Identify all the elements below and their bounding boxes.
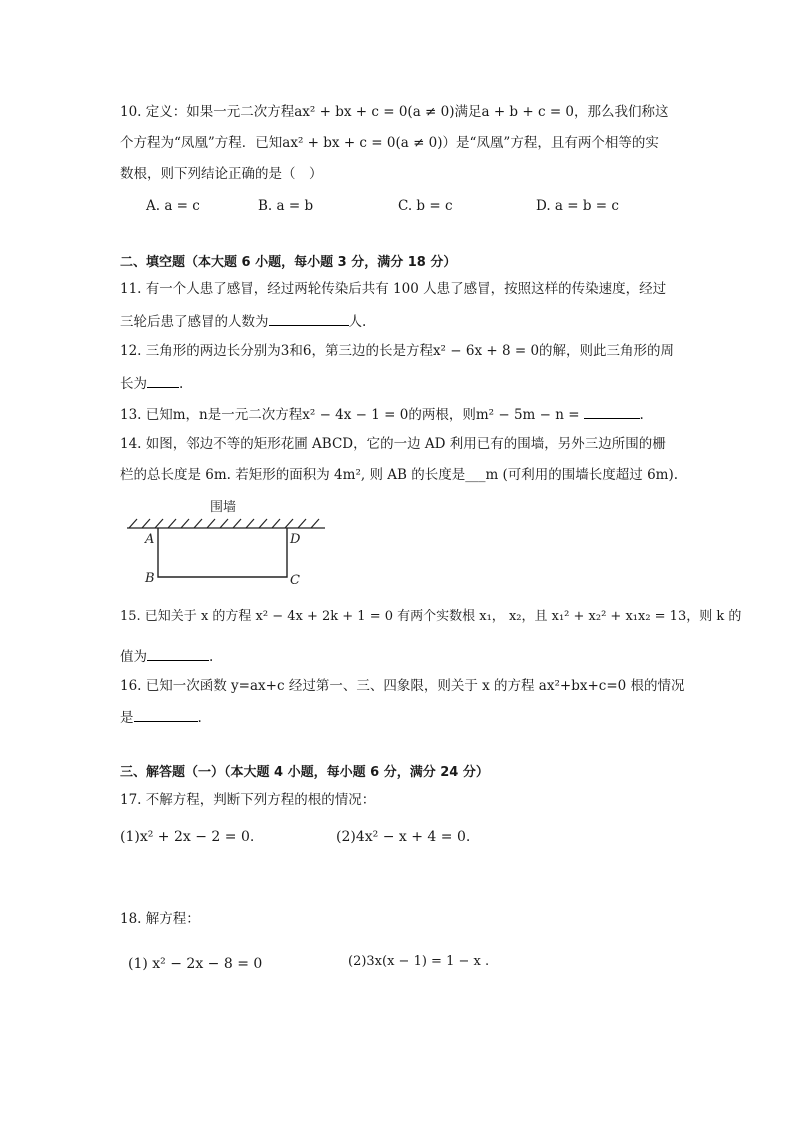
- q16-answer-blank[interactable]: [134, 707, 198, 722]
- q15-answer-blank[interactable]: [147, 646, 209, 661]
- q16-line2-text: 是: [120, 710, 134, 726]
- q18-eq1: (1) x² − 2x − 8 = 0: [128, 956, 263, 972]
- q10-line1: 10. 定义：如果一元二次方程ax² + bx + c = 0(a ≠ 0)满足a + b + c = 0，那么我们称这: [120, 104, 669, 120]
- q11-answer-blank[interactable]: [269, 311, 349, 326]
- q13-answer-blank[interactable]: [584, 404, 640, 419]
- q15-line2-text: 值为: [120, 649, 147, 665]
- q16-line2: [120, 707, 202, 727]
- q10-option-b: B. a = b: [258, 198, 314, 214]
- q11-line2-text: 三轮后患了感冒的人数为: [120, 314, 269, 330]
- q10-line2: 个方程为“凤凰”方程．已知ax² + bx + c = 0(a ≠ 0)）是“凤凰”方程，且有两个相等的实: [120, 135, 659, 151]
- q10-option-d: D. a = b = c: [536, 198, 619, 214]
- label-d: D: [290, 532, 301, 547]
- q10-option-c: C. b = c: [398, 198, 453, 214]
- q10-line3: 数根，则下列结论正确的是（ ）: [120, 166, 323, 182]
- label-c: C: [290, 573, 300, 588]
- fence-rectangle: [158, 528, 287, 577]
- q17-eq2: (2)4x² − x + 4 = 0.: [336, 829, 471, 845]
- q12-line2-text: 长为: [120, 376, 147, 392]
- q13-end: .: [639, 407, 644, 423]
- q17-eq1: (1)x² + 2x − 2 = 0.: [120, 829, 255, 845]
- q14-line1: 14. 如图，邻边不等的矩形花圃 ABCD，它的一边 AD 利用已有的围墙，另外三边所围的栅: [120, 436, 666, 452]
- q15-line1: 15. 已知关于 x 的方程 x² − 4x + 2k + 1 = 0 有两个实数根 x₁， x₂，且 x₁² + x₂² + x₁x₂ = 13，则 k 的: [120, 609, 742, 624]
- label-a: A: [145, 532, 155, 547]
- q11-line2-end: 人.: [348, 314, 367, 330]
- q10-option-a: A. a = c: [146, 198, 200, 214]
- q12-line2: [120, 373, 183, 393]
- q13-line: [120, 404, 644, 424]
- label-b: B: [145, 571, 155, 586]
- section-2-heading: 二、填空题（本大题 6 小题，每小题 3 分，满分 18 分）: [120, 255, 457, 270]
- q13-text: 13. 已知m，n是一元二次方程x² − 4x − 1 = 0的两根，则m² − 5m − n =: [120, 407, 580, 423]
- q11-line1: 11. 有一个人患了感冒，经过两轮传染后共有 100 人患了感冒，按照这样的传染速度，经过: [120, 281, 667, 297]
- q14-line2: 栏的总长度是 6m. 若矩形的面积为 4m², 则 AB 的长度是___m (可利用的围墙长度超过 6m).: [120, 467, 679, 483]
- q12-line2-end: .: [179, 376, 184, 392]
- q17-line1: 17. 不解方程，判断下列方程的根的情况：: [120, 792, 376, 808]
- q18-eq2: (2)3x(x − 1) = 1 − x .: [348, 954, 490, 969]
- q16-line1: 16. 已知一次函数 y=ax+c 经过第一、三、四象限，则关于 x 的方程 ax²+bx+c=0 根的情况: [120, 678, 685, 694]
- q15-line2-end: .: [209, 649, 214, 665]
- q15-line2: [120, 646, 213, 666]
- wall-hatching: [129, 519, 319, 528]
- fence-diagram: [125, 495, 335, 590]
- q11-line2: [120, 311, 366, 331]
- q18-line1: 18. 解方程：: [120, 911, 200, 927]
- section-3-heading: 三、解答题（一）（本大题 4 小题，每小题 6 分，满分 24 分）: [120, 765, 489, 780]
- wall-label: 围墙: [210, 500, 237, 515]
- q12-answer-blank[interactable]: [147, 373, 179, 388]
- q16-line2-end: .: [197, 710, 202, 726]
- q12-line1: 12. 三角形的两边长分别为3和6，第三边的长是方程x² − 6x + 8 = 0的解，则此三角形的周: [120, 343, 675, 359]
